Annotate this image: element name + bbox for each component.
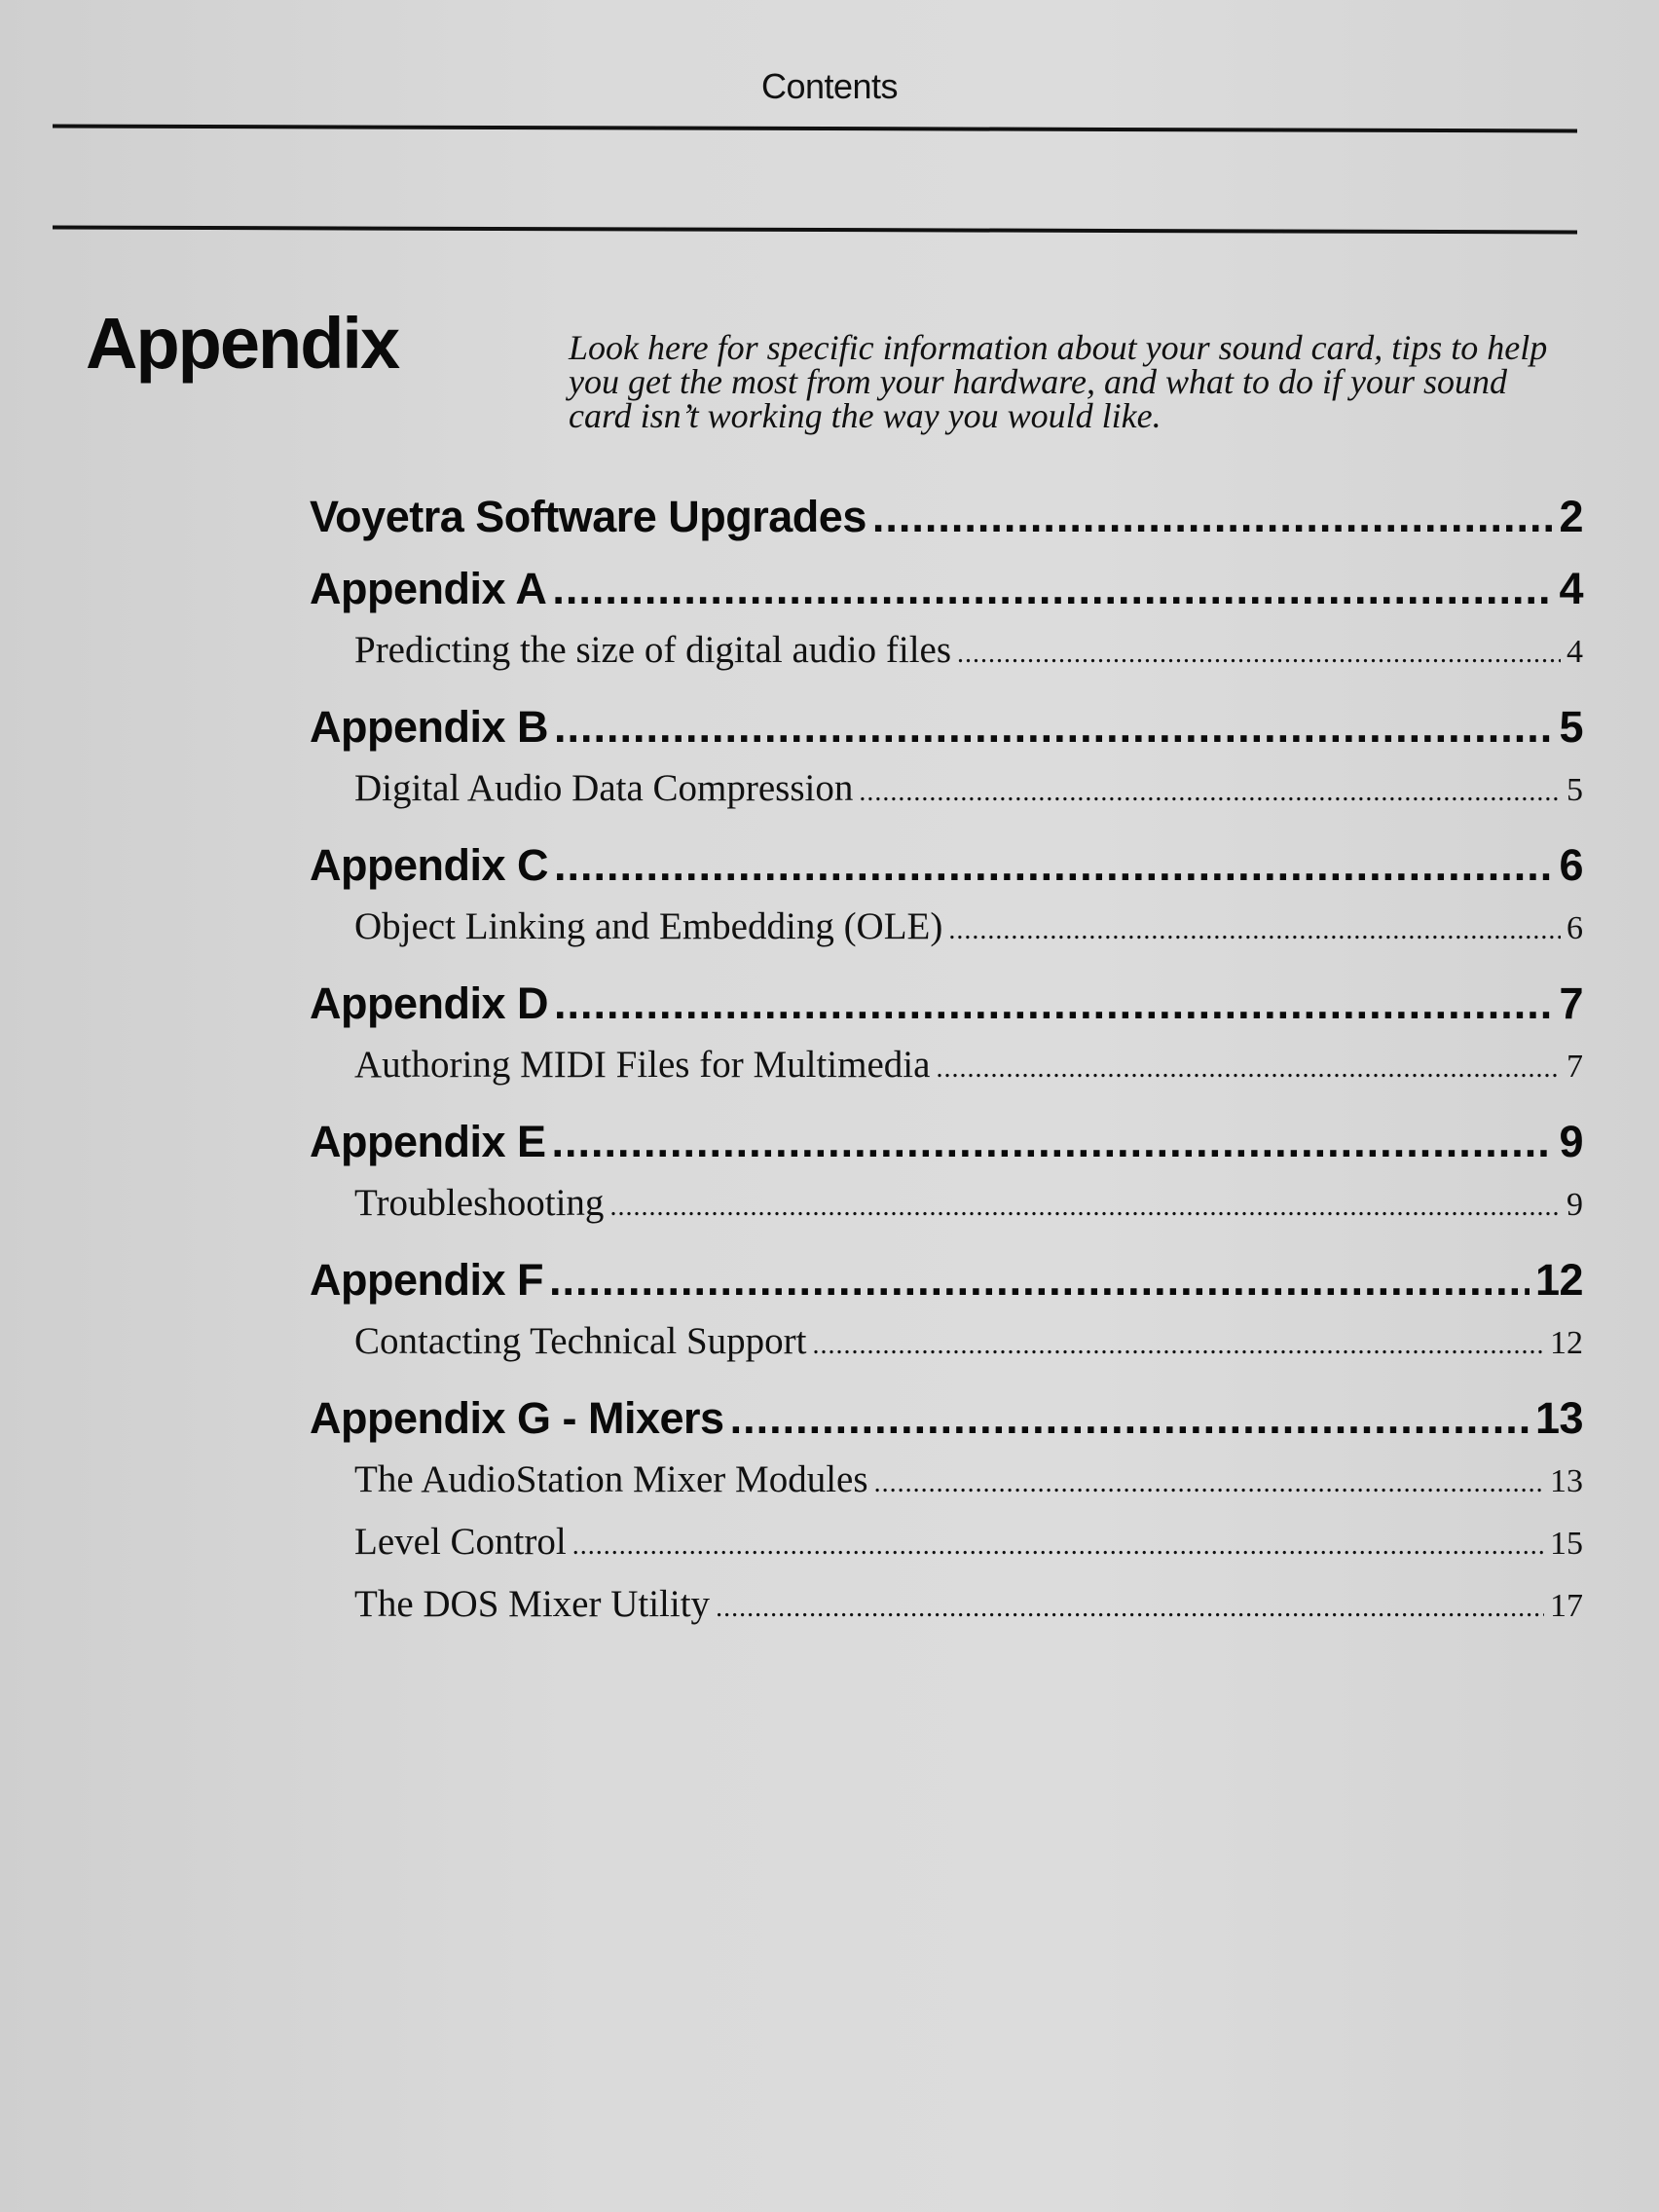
- toc-leader-dots: [730, 1382, 1530, 1455]
- toc-entry: [310, 691, 1583, 763]
- section-intro: Look here for specific information about your sound card, tips to help you get the most from your hardware, and what to do if your sound card isn’t working the way you would like.: [569, 328, 1548, 435]
- toc-page-number: 5: [1567, 772, 1583, 808]
- toc-leader-dots: [554, 691, 1553, 763]
- toc-page-number: 4: [1559, 564, 1583, 613]
- toc-page-number: 15: [1550, 1526, 1583, 1562]
- toc-page-number: 4: [1567, 634, 1583, 670]
- toc-leader-dots: [549, 1244, 1530, 1316]
- toc-entry-label: Digital Audio Data Compression: [354, 767, 854, 809]
- toc-entry-label: The AudioStation Mixer Modules: [354, 1458, 868, 1500]
- toc-page-number: 17: [1550, 1588, 1583, 1624]
- toc-entry-label: Object Linking and Embedding (OLE): [354, 905, 943, 947]
- toc-entry-label: Appendix E: [310, 1117, 546, 1166]
- toc-entry-label: Appendix C: [310, 840, 549, 890]
- toc-subentry: [310, 625, 1583, 676]
- toc-page-number: 5: [1559, 702, 1583, 752]
- toc-subentry: [310, 902, 1583, 952]
- toc-entry-label: Predicting the size of digital audio files: [354, 629, 952, 671]
- toc-leader-dots: [552, 1106, 1554, 1178]
- running-head: Contents: [760, 66, 899, 106]
- toc-entry-label: Appendix G - Mixers: [310, 1393, 724, 1443]
- toc-leader-dots: [936, 1044, 1561, 1094]
- toc-leader-dots: [957, 629, 1561, 680]
- toc-entry: [310, 1382, 1583, 1455]
- toc-entry: [310, 481, 1583, 553]
- toc-leader-dots: [812, 1320, 1544, 1371]
- section-title: Appendix: [86, 303, 399, 384]
- toc-entry-label: Authoring MIDI Files for Multimedia: [354, 1044, 931, 1086]
- toc-leader-dots: [554, 830, 1553, 902]
- toc-page-number: 7: [1567, 1049, 1583, 1085]
- toc-entry: [310, 1244, 1583, 1316]
- toc-leader-dots: [572, 1521, 1544, 1571]
- toc-page-number: 6: [1567, 910, 1583, 946]
- toc-leader-dots: [609, 1182, 1561, 1233]
- toc-entry-label: Appendix A: [310, 564, 547, 613]
- toc-entry-label: Level Control: [354, 1521, 567, 1563]
- toc-entry: [310, 968, 1583, 1040]
- toc-page-number: 7: [1559, 978, 1583, 1028]
- toc-leader-dots: [859, 767, 1561, 818]
- toc-entry-label: The DOS Mixer Utility: [354, 1583, 711, 1625]
- toc-subentry: [310, 1316, 1583, 1367]
- toc-subentry: [310, 1579, 1583, 1630]
- toc-entry: [310, 830, 1583, 902]
- toc-subentry: [310, 1178, 1583, 1229]
- toc-entry: [310, 553, 1583, 625]
- toc-entry-label: Appendix B: [310, 702, 549, 752]
- toc-leader-dots: [872, 481, 1554, 553]
- toc-leader-dots: [874, 1458, 1544, 1509]
- toc-subentry: [310, 763, 1583, 814]
- table-of-contents: [310, 481, 1583, 1641]
- toc-page-number: 13: [1550, 1463, 1583, 1499]
- toc-entry: [310, 1106, 1583, 1178]
- toc-leader-dots: [948, 905, 1561, 956]
- toc-entry-label: Appendix D: [310, 978, 549, 1028]
- toc-page-number: 13: [1534, 1393, 1583, 1443]
- toc-subentry: [310, 1040, 1583, 1090]
- toc-leader-dots: [554, 968, 1553, 1040]
- toc-page-number: 12: [1534, 1255, 1583, 1305]
- toc-subentry: [310, 1455, 1583, 1505]
- toc-page-number: 2: [1559, 492, 1583, 541]
- toc-page-number: 6: [1559, 840, 1583, 890]
- toc-leader-dots: [716, 1583, 1544, 1634]
- toc-entry-label: Troubleshooting: [354, 1182, 605, 1224]
- toc-subentry: [310, 1517, 1583, 1567]
- section-rule: [53, 226, 1577, 235]
- toc-page-number: 9: [1567, 1187, 1583, 1223]
- toc-leader-dots: [552, 553, 1553, 625]
- toc-page-number: 9: [1559, 1117, 1583, 1166]
- toc-entry-label: Appendix F: [310, 1255, 543, 1305]
- header-rule: [53, 125, 1577, 133]
- toc-entry-label: Contacting Technical Support: [354, 1320, 807, 1362]
- toc-page-number: 12: [1550, 1325, 1583, 1361]
- toc-entry-label: Voyetra Software Upgrades: [310, 492, 866, 541]
